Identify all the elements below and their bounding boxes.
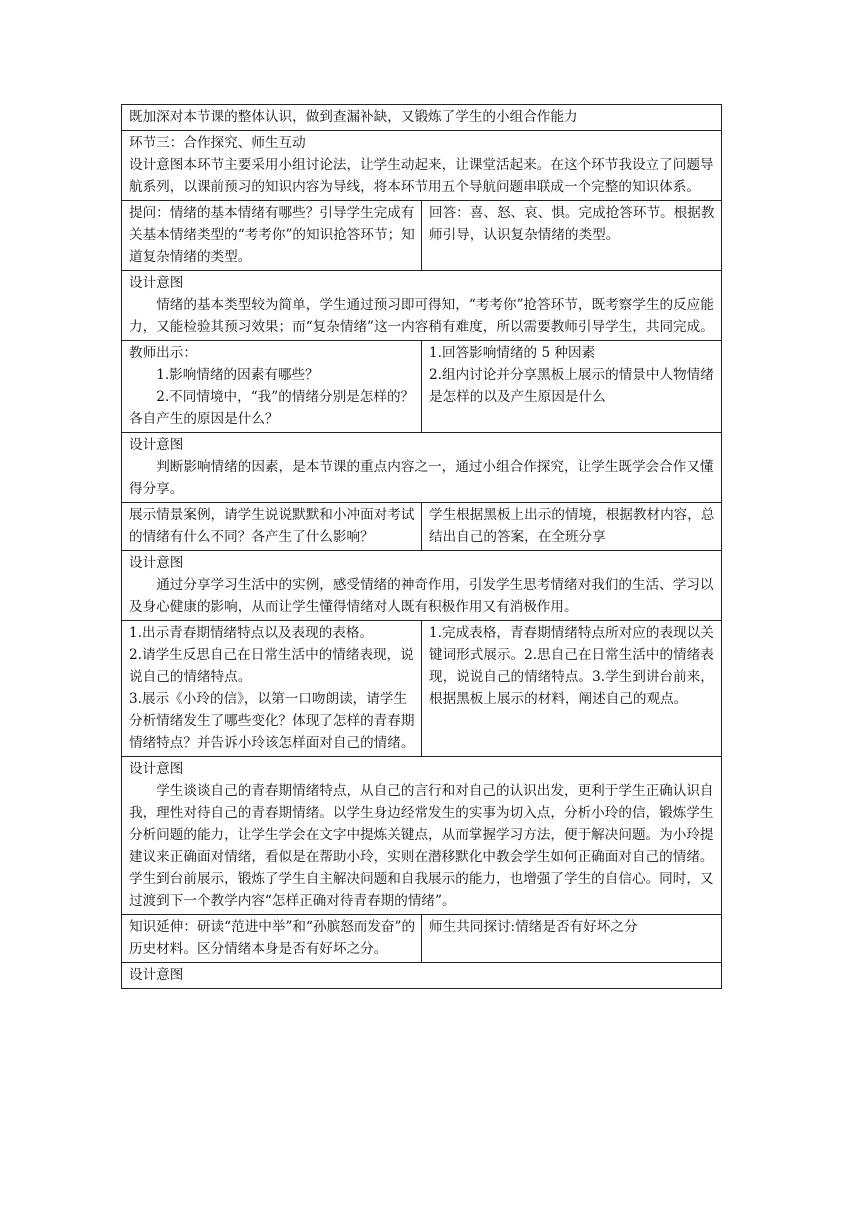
table-row <box>122 433 722 503</box>
teacher-item: 2.请学生反思自己在日常生活中的情绪表现，说说自己的情绪特点。 <box>129 647 414 685</box>
summary-cell <box>122 105 722 131</box>
table-row <box>122 271 722 341</box>
teacher-item: 2.不同情境中，“我”的情绪分别是怎样的？各自产生的原因是什么？ <box>129 389 415 427</box>
design-intent-cell <box>122 433 722 503</box>
table-row <box>122 621 722 757</box>
teacher-activity-cell <box>122 621 422 757</box>
design-intent-text: 学生谈谈自己的青春期情绪特点，从自己的言行和对自己的认识出发，更利于学生正确认识自我，理性对待自己的青春期情绪。以学生身边经常发生的实事为切入点，分析小玲的信，锻炼学生分析问题的能力，让学生学会在文字中提炼关键点，从而掌握学习方法，便于解决问题。为小玲提建议来正确面对情绪，看似是在帮助小玲，实则在潜移默化中教会学生如何正确面对自己的情绪。学生到台前展示，锻炼了学生自主解决问题和自我展示的能力，也增强了学生的自信心。同时，又过渡到下一个教学内容“怎样正确对待青春期的情绪”。 <box>129 783 714 909</box>
design-intent-cell <box>122 551 722 621</box>
student-activity-cell <box>422 201 722 271</box>
teacher-title: 教师出示： <box>129 345 197 361</box>
design-intent-cell <box>122 271 722 341</box>
student-activity-cell <box>422 621 722 757</box>
teacher-text: 展示情景案例，请学生说说默默和小冲面对考试的情绪有什么不同？各产生了什么影响？ <box>129 507 415 545</box>
table-row <box>122 757 722 915</box>
table-row <box>122 503 722 551</box>
table-row <box>122 551 722 621</box>
design-intent-title: 设计意图 <box>129 555 184 571</box>
teacher-activity-cell <box>122 503 422 551</box>
teacher-activity-cell <box>122 341 422 433</box>
design-intent-text: 通过分享学习生活中的实例，感受情绪的神奇作用，引发学生思考情绪对我们的生活、学习以及身心健康的影响，从而让学生懂得情绪对人既有积极作用又有消极作用。 <box>129 577 714 615</box>
table-row <box>122 201 722 271</box>
student-activity-cell <box>422 341 722 433</box>
design-intent-title: 设计意图 <box>129 275 184 291</box>
teacher-item: 1.影响情绪的因素有哪些？ <box>156 367 319 383</box>
section-header-cell <box>122 131 722 201</box>
design-intent-text: 情绪的基本类型较为简单，学生通过预习即可得知，“考考你”抢答环节，既考察学生的反应能力，又能检验其预习效果；而“复杂情绪”这一内容稍有难度，所以需要教师引导学生，共同完成。 <box>129 297 714 335</box>
cell-text: 既加深对本节课的整体认识，做到查漏补缺，又锻炼了学生的小组合作能力 <box>129 109 578 125</box>
teacher-text: 知识延伸：研读“范进中举”和“孙膑怒而发奋”的历史材料。区分情绪本身是否有好坏之分。 <box>129 919 416 957</box>
student-text: 师生共同探讨:情绪是否有好坏之分 <box>429 919 638 935</box>
lesson-plan-table <box>121 104 722 989</box>
student-text: 回答：喜、怒、哀、惧。完成抢答环节。根据教师引导，认识复杂情绪的类型。 <box>429 205 715 243</box>
design-intent-title: 设计意图 <box>129 967 184 983</box>
table-row <box>122 915 722 963</box>
table-row <box>122 963 722 989</box>
student-item: 1.回答影响情绪的 5 种因素 <box>429 345 596 361</box>
table-row <box>122 105 722 131</box>
teacher-text: 提问：情绪的基本情绪有哪些？引导学生完成有关基本情绪类型的“考考你”的知识抢答环节；知道复杂情绪的类型。 <box>129 205 415 265</box>
table-row <box>122 131 722 201</box>
table-row <box>122 341 722 433</box>
teacher-item: 3.展示《小玲的信》，以第一口吻朗读，请学生分析情绪发生了哪些变化？体现了怎样的青春期情绪特点？并告诉小玲该怎样面对自己的情绪。 <box>129 691 415 751</box>
student-item: 2.组内讨论并分享黑板上展示的情景中人物情绪是怎样的以及产生原因是什么 <box>429 367 714 405</box>
teacher-activity-cell <box>122 201 422 271</box>
design-intent-text: 判断影响情绪的因素，是本节课的重点内容之一，通过小组合作探究，让学生既学会合作又懂得分享。 <box>129 459 714 497</box>
teacher-item: 1.出示青春期情绪特点以及表现的表格。 <box>129 625 374 641</box>
design-intent-title: 设计意图 <box>129 437 184 453</box>
student-activity-cell <box>422 503 722 551</box>
design-intent-cell <box>122 757 722 915</box>
student-text: 1.完成表格，青春期情绪特点所对应的表现以关键词形式展示。2.思自己在日常生活中的情绪表现，说说自己的情绪特点。3.学生到讲台前来，根据黑板上展示的材料，阐述自己的观点。 <box>429 625 714 707</box>
section-title: 环节三：合作探究、师生互动 <box>129 135 306 151</box>
design-intent-cell <box>122 963 722 989</box>
student-text: 学生根据黑板上出示的情境，根据教材内容，总结出自己的答案，在全班分享 <box>429 507 715 545</box>
student-activity-cell <box>422 915 722 963</box>
design-intent-title: 设计意图 <box>129 761 184 777</box>
design-intent-text: 设计意图本环节主要采用小组讨论法，让学生动起来，让课堂活起来。在这个环节我设立了问题导航系列，以课前预习的知识内容为导线，将本环节用五个导航问题串联成一个完整的知识体系。 <box>129 157 714 195</box>
teacher-activity-cell <box>122 915 422 963</box>
